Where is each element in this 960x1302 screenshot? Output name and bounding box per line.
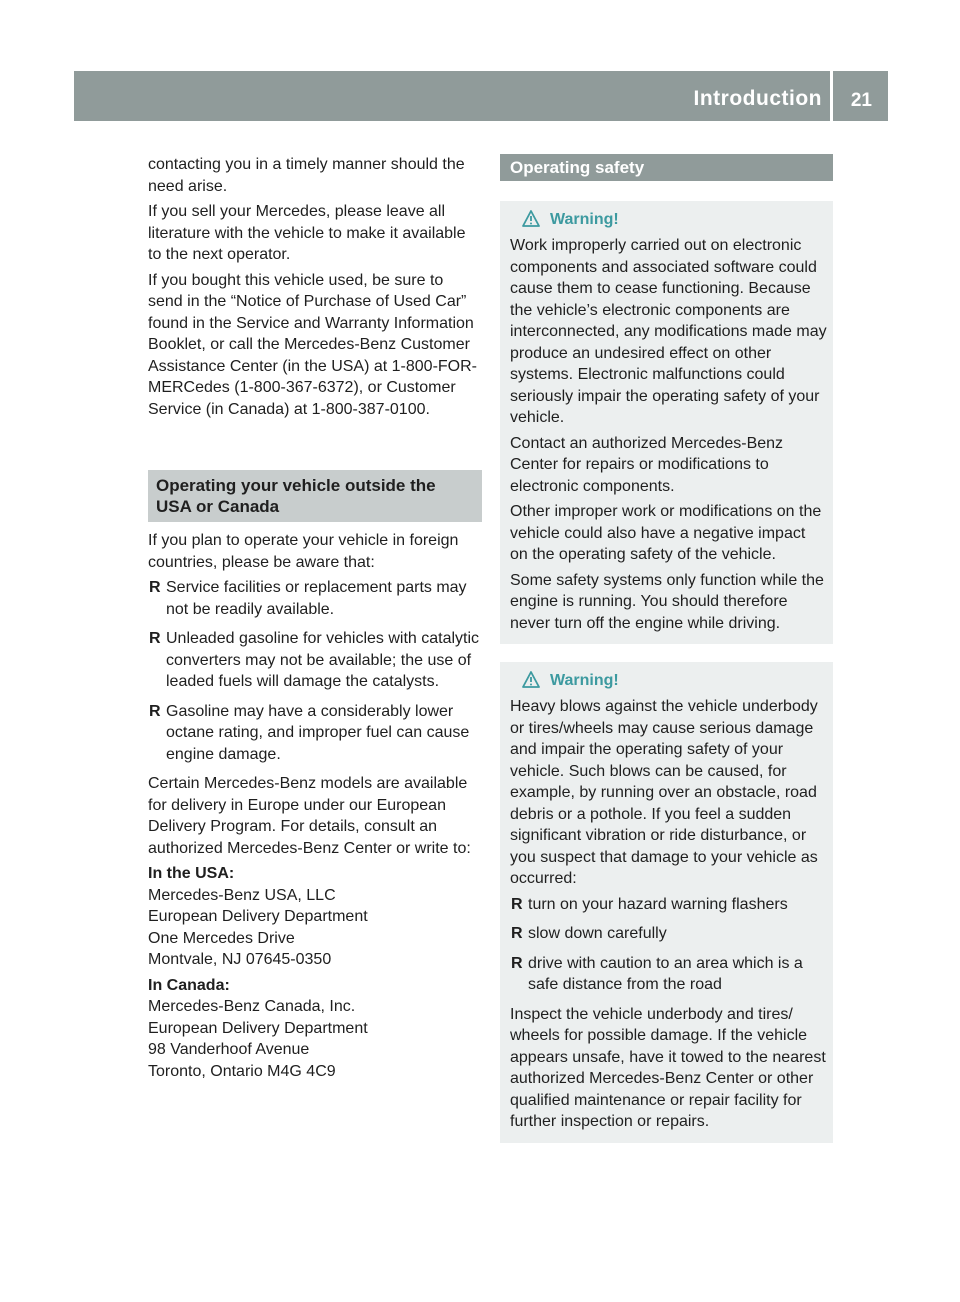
warning-label: Warning! xyxy=(550,672,619,689)
address-line: Mercedes-Benz Canada, Inc. xyxy=(148,998,356,1015)
address-canada xyxy=(148,975,482,1083)
list-item-text: Gasoline may have a considerably lower octane rating, and improper fuel can cause engine damage. xyxy=(166,702,470,763)
list-item xyxy=(510,953,827,996)
address-line: European Delivery Department xyxy=(148,1019,368,1037)
address-line: 98 Vanderhoof Avenue xyxy=(148,1041,310,1058)
bullet-marker: R xyxy=(511,895,523,913)
section-heading-safety: Operating safety xyxy=(500,154,833,181)
warning-triangle-icon xyxy=(522,671,540,688)
address-heading: In Canada: xyxy=(148,976,230,994)
bullet-marker: R xyxy=(149,579,161,596)
list-item xyxy=(148,577,482,620)
bullet-list xyxy=(510,894,827,996)
paragraph: contacting you in a timely manner should the need arise. xyxy=(148,156,465,195)
paragraph: Work improperly carried out on electronic components and associated software could cause them to cease functioning. Because the vehicle’s electronic components are interconnected, any modifications made may produce an undesired effect on other systems. Electronic malfunctions could seriously impair the operating safety of your vehicle. xyxy=(510,237,827,426)
paragraph: Certain Mercedes-Benz models are available for delivery in Europe under our European Delivery Program. For details, consult an authorized Mercedes-Benz Center or write to: xyxy=(148,775,471,857)
warning-triangle-icon xyxy=(522,210,540,227)
paragraph: If you bought this vehicle used, be sure to send in the “Notice of Purchase of Used Car” found in the Service and Warranty Information Booklet, or call the Mercedes-Benz Customer Assistance Center (in the USA) at 1-800-FOR-MERCedes (1-800-367-6372), or Customer Service (in Canada) at 1-800-387-0100. xyxy=(148,271,478,418)
address-line: One Mercedes Drive xyxy=(148,929,295,947)
warning-box xyxy=(500,201,833,644)
paragraph: If you sell your Mercedes, please leave all literature with the vehicle to make it available to the next operator. xyxy=(148,203,466,263)
bullet-list xyxy=(148,577,482,765)
address-line: Montvale, NJ 07645-0350 xyxy=(148,951,332,968)
list-item-text: turn on your hazard warning flashers xyxy=(528,895,788,913)
page-header xyxy=(74,71,888,121)
warning-header xyxy=(510,207,827,231)
paragraph: Contact an authorized Mercedes-Benz Center for repairs or modifications to electronic components. xyxy=(510,434,784,495)
list-item-text: drive with caution to an area which is a safe distance from the road xyxy=(528,954,803,993)
warning-box xyxy=(500,662,833,1143)
section-title: Introduction xyxy=(693,87,822,110)
list-item-text: slow down carefully xyxy=(528,925,667,942)
bullet-marker: R xyxy=(511,925,523,942)
list-item xyxy=(148,701,482,766)
warning-header xyxy=(510,668,827,692)
address-usa xyxy=(148,863,482,971)
address-line: Mercedes-Benz USA, LLC xyxy=(148,886,336,904)
address-line: Toronto, Ontario M4G 4C9 xyxy=(148,1062,336,1080)
paragraph: Inspect the vehicle underbody and tires/ wheels for possible damage. If the vehicle appears unsafe, have it towed to the nearest authorized Mercedes-Benz Center or other qualified maintenance or repair facility for further inspection or repairs. xyxy=(510,1005,826,1130)
list-item xyxy=(148,628,482,693)
address-line: European Delivery Department xyxy=(148,908,368,925)
address-heading: In the USA: xyxy=(148,865,235,882)
left-column xyxy=(148,154,482,1086)
section-heading-foreign: Operating your vehicle outside the USA or Canada xyxy=(148,470,482,522)
paragraph: Other improper work or modifications on the vehicle could also have a negative impact on the operating safety of the vehicle. xyxy=(510,503,822,563)
list-item xyxy=(510,923,827,945)
paragraph: Some safety systems only function while the engine is running. You should therefore never turn off the engine while driving. xyxy=(510,571,824,632)
paragraph: If you plan to operate your vehicle in foreign countries, please be aware that: xyxy=(148,532,459,571)
page-number: 21 xyxy=(850,90,872,111)
header-divider xyxy=(830,71,833,121)
right-column xyxy=(500,154,833,1161)
bullet-marker: R xyxy=(149,630,161,647)
list-item-text: Unleaded gasoline for vehicles with catalytic converters may not be available; the use of leaded fuels will damage the catalysts. xyxy=(166,630,480,690)
paragraph: Heavy blows against the vehicle underbody or tires/wheels may cause serious damage and impair the operating safety of your vehicle. Such blows can be caused, for example, by running over an obstacle, road debris or a pothole. If you feel a sudden significant vibration or ride disturbance, or you suspect that damage to your vehicle as occurred: xyxy=(510,698,818,887)
list-item-text: Service facilities or replacement parts may not be readily available. xyxy=(166,579,467,618)
list-item xyxy=(510,894,827,916)
bullet-marker: R xyxy=(511,954,523,972)
warning-label: Warning! xyxy=(550,211,619,228)
bullet-marker: R xyxy=(149,702,161,720)
